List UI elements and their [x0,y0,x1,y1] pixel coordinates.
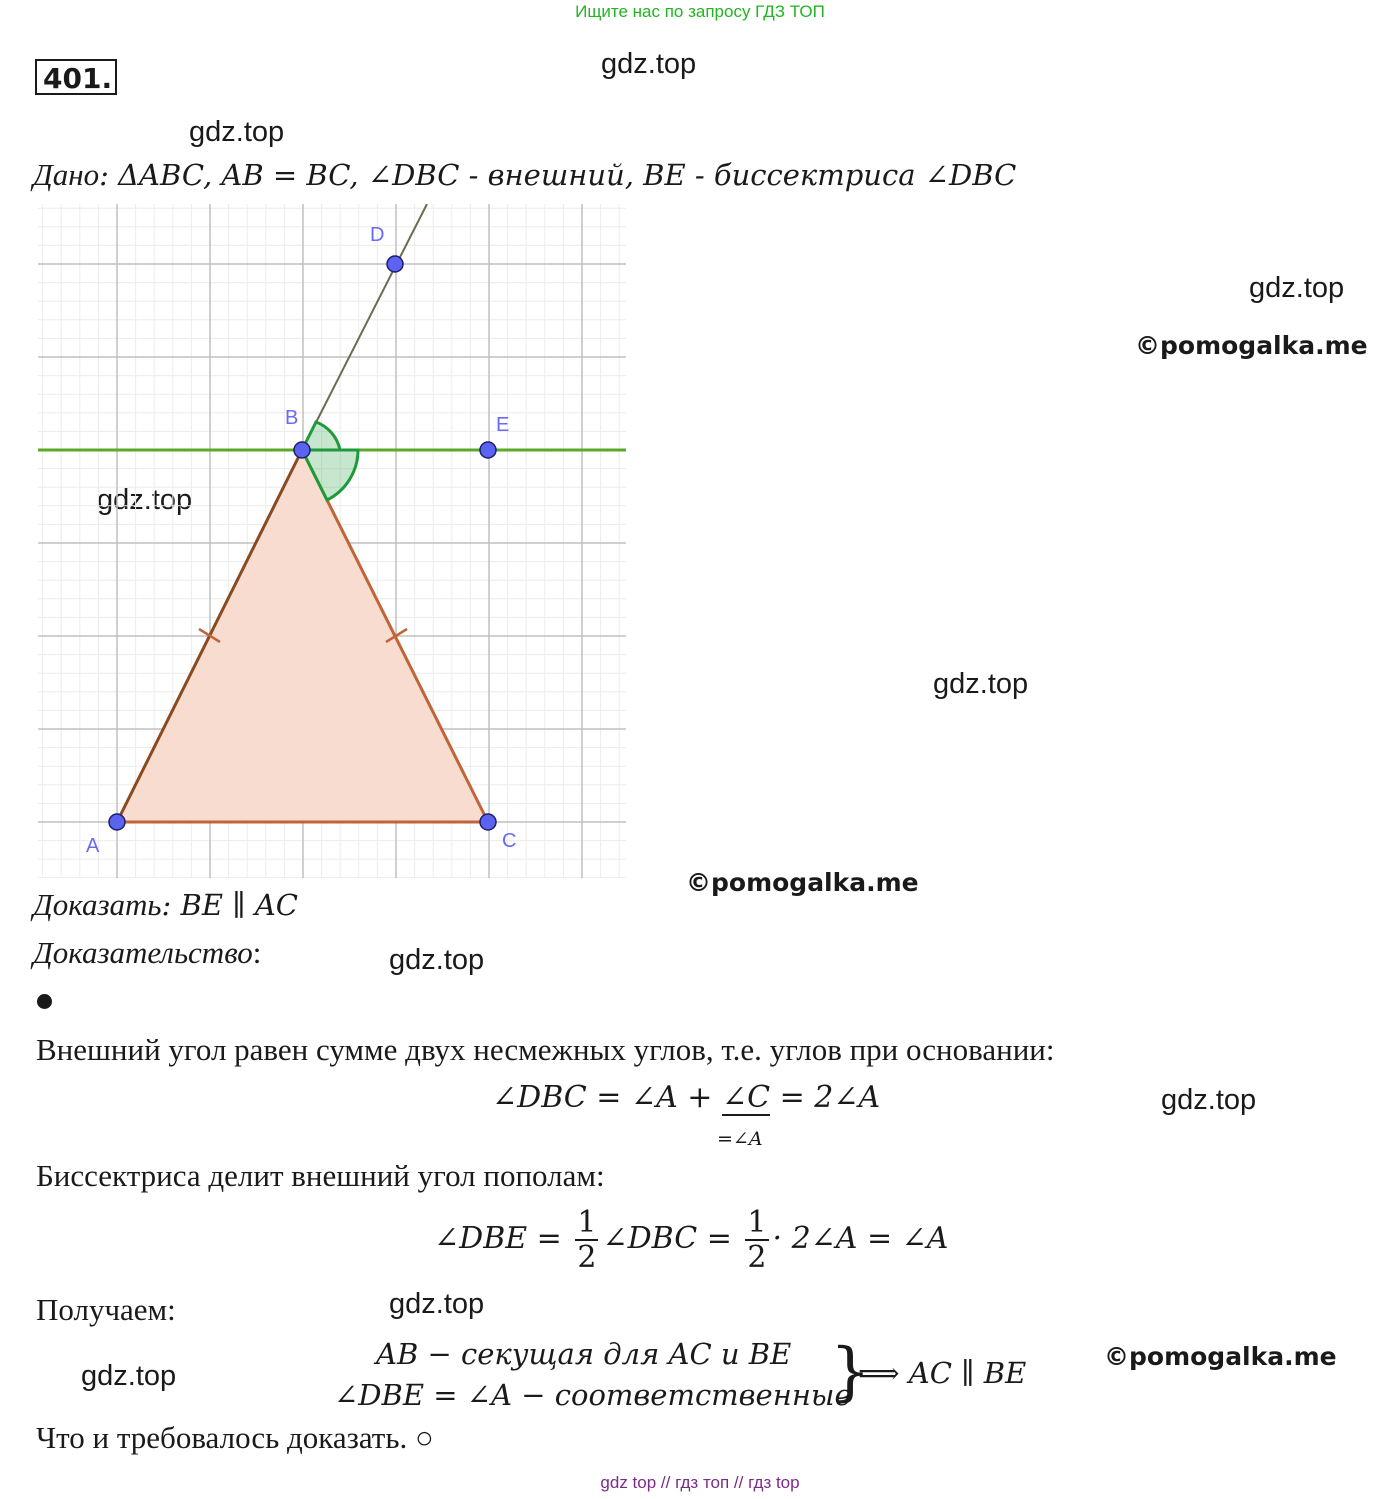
system-line-2: ∠DBE = ∠A − соответственные [334,1378,852,1412]
point-e [480,442,496,458]
conclusion: ⟹ AC ∥ BE [858,1356,1027,1390]
eq1-right: = 2∠A [770,1080,881,1115]
fraction-numerator: 1 [577,1205,597,1240]
watermark-pomogalka: ©pomogalka.me [1135,331,1368,360]
fraction-denominator: 2 [577,1240,597,1275]
eq2-c: · 2∠A = ∠A [772,1221,949,1256]
equation-1 [492,1080,880,1116]
proof-line-3: Получаем: [36,1292,176,1327]
point-a [109,814,125,830]
eq1-underbrace-note: =∠A [717,1128,763,1150]
watermark-pomogalka: ©pomogalka.me [686,868,919,897]
given-text: : ΔABC, AB = BC, ∠DBC - внешний, BE - биссектриса ∠DBC [99,158,1017,192]
label-b: B [285,407,299,429]
watermark-gdz: gdz.top [389,944,485,976]
point-b [294,442,310,458]
fraction-denominator: 2 [747,1240,767,1275]
fraction-numerator: 1 [747,1205,767,1240]
watermark-gdz: gdz.top [81,1360,177,1392]
prove-line [33,887,298,923]
problem-number: 401. [35,59,117,95]
fraction-half [575,1206,598,1274]
end-of-proof: Что и требовалось доказать. ○ [36,1420,434,1455]
point-c [480,814,496,830]
prove-label: Доказать [33,887,162,922]
proof-colon: : [252,935,262,970]
equation-2 [434,1206,948,1274]
watermark-gdz: gdz.top [1249,272,1345,304]
prove-text: : BE ∥ AC [161,888,298,922]
eq2-a: ∠DBE = [434,1221,572,1256]
top-banner: Ищите нас по запросу ГДЗ ТОП [575,2,825,21]
fraction-half [745,1206,768,1274]
eq1-c: ∠C [721,1080,771,1115]
footer-links: gdz top // гдз топ // гдз top [600,1473,800,1492]
label-e: E [496,414,510,436]
label-a: A [86,835,100,857]
right-brace: } [830,1335,871,1409]
point-d [387,256,403,272]
bullet [37,994,52,1009]
proof-label: Доказательство [33,935,253,970]
geometry-figure [38,204,626,878]
eq1-left: ∠DBC = ∠A + [492,1080,722,1115]
watermark-gdz: gdz.top [97,484,193,516]
eq2-b: ∠DBC = [602,1221,742,1256]
watermark-gdz: gdz.top [1161,1084,1257,1116]
proof-line-1: Внешний угол равен сумме двух несмежных углов, т.е. углов при основании: [36,1032,1055,1067]
watermark-gdz: gdz.top [933,668,1029,700]
given-label: Дано [33,157,100,192]
watermark-pomogalka: ©pomogalka.me [1104,1342,1337,1371]
proof-heading [33,935,261,971]
watermark-gdz: gdz.top [601,48,697,80]
label-d: D [370,224,385,246]
proof-line-2: Биссектриса делит внешний угол пополам: [36,1158,605,1193]
given-line [33,157,1016,193]
watermark-gdz: gdz.top [189,116,285,148]
watermark-gdz: gdz.top [389,1288,485,1320]
system-line-1: AB − секущая для AC и BE [376,1337,792,1371]
label-c: C [502,830,517,852]
